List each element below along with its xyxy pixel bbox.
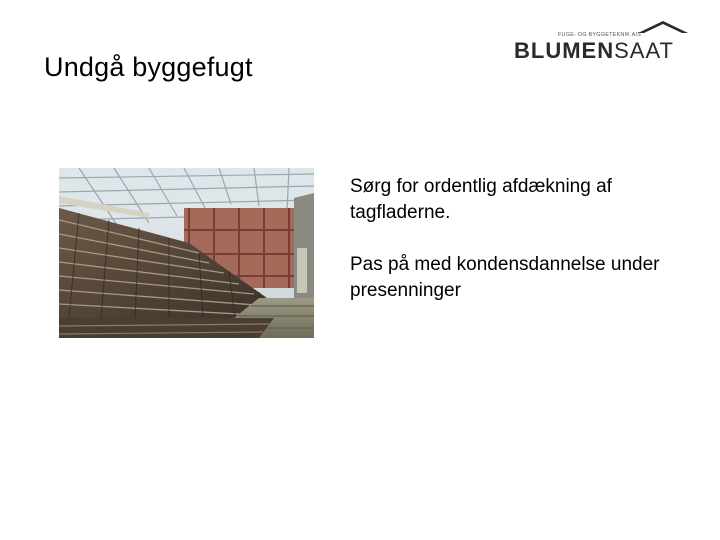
logo-tagline: FUGE- OG BYGGETEKNIK A/S xyxy=(558,32,642,38)
logo-wordmark-light: SAAT xyxy=(614,38,674,63)
slide-body xyxy=(350,174,680,330)
bullet-condensation: Pas på med kondensdannelse under presenninger xyxy=(350,254,660,301)
logo-wordmark xyxy=(514,38,674,64)
roof-photo-illustration xyxy=(59,168,314,338)
roof-logo-icon xyxy=(638,20,688,34)
roof-construction-photo xyxy=(59,168,314,338)
bullet-roof-cover: Sørg for ordentlig afdækning af tagfladerne. xyxy=(350,176,612,223)
logo-wordmark-bold: BLUMEN xyxy=(514,38,615,63)
company-logo xyxy=(512,18,694,64)
slide-title: Undgå byggefugt xyxy=(44,52,253,82)
